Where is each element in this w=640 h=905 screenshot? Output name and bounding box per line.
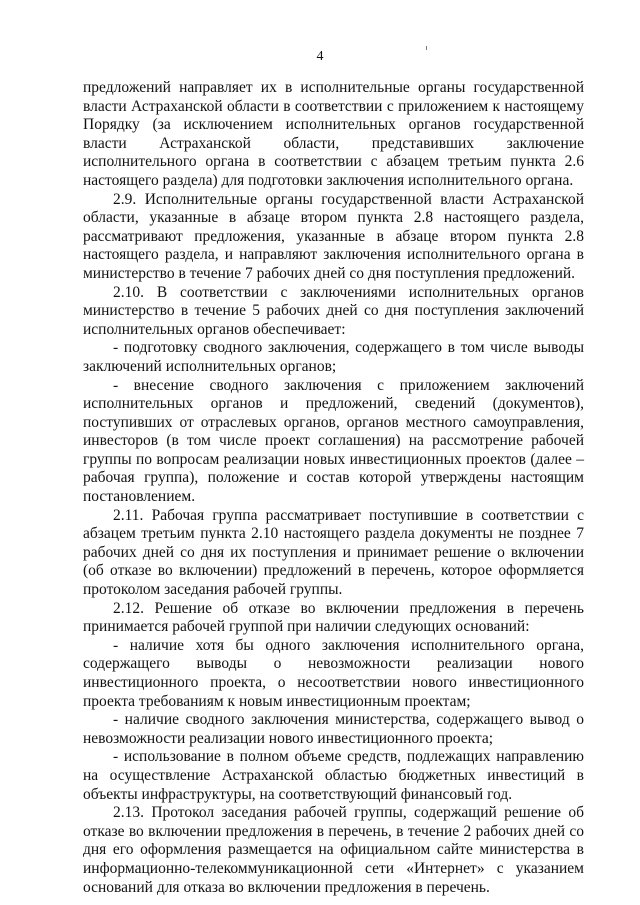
list-item-submission-to-working-group: - внесение сводного заключения с приложением заключений исполнительных органов и предложений, сведений (документов), поступивших от отраслевых органов, органов местного самоуправления, инвесторов (в том числе проект соглашения) на рассмотрение рабочей группы по вопросам реализации новых инвестиционных проектов (далее – рабочая группа), положение и состав которой утверждены настоящим постановлением. — [83, 376, 584, 506]
document-body — [83, 79, 584, 897]
list-item-negative-conclusion: - наличие хотя бы одного заключения исполнительного органа, содержащего выводы о невозможности реализации нового инвестиционного проекта, о несоответствии нового инвестиционного проекта требованиям к новым инвестиционным проектам; — [83, 636, 584, 710]
paragraph-2-12: 2.12. Решение об отказе во включении предложения в перечень принимается рабочей группой при наличии следующих оснований: — [83, 599, 584, 636]
paragraph-continuation: предложений направляет их в исполнительные органы государственной власти Астраханской области в соответствии с приложением к настоящему Порядку (за исключением исполнительных органов государственной власти Астраханской области, представивших заключение исполнительного органа в соответствии с абзацем третьим пункта 2.6 настоящего раздела) для подготовки заключения исполнительного органа. — [83, 79, 584, 189]
scan-mark — [426, 46, 427, 50]
paragraph-2-9: 2.9. Исполнительные органы государственной власти Астраханской области, указанные в абзаце втором пункта 2.8 настоящего раздела, рассматривают предложения, указанные в абзаце втором пункта 2.8 настоящего раздела, и направляют заключения исполнительного органа в министерство в течение 7 рабочих дней со дня поступления предложений. — [83, 190, 584, 282]
list-item-funds-exhausted: - использование в полном объеме средств, подлежащих направлению на осуществление Астраханской областью бюджетных инвестиций в объекты инфраструктуры, на соответствующий финансовый год. — [83, 748, 584, 803]
list-item-summary-conclusion: - подготовку сводного заключения, содержащего в том числе выводы заключений исполнительных органов; — [83, 339, 584, 375]
paragraph-2-11: 2.11. Рабочая группа рассматривает поступившие в соответствии с абзацем третьим пункта 2.10 настоящего раздела документы не позднее 7 рабочих дней со дня их поступления и принимает решение о включении (об отказе во включении) предложений в перечень, которое оформляется протоколом заседания рабочей группы. — [83, 506, 584, 599]
paragraph-2-10: 2.10. В соответствии с заключениями исполнительных органов министерство в течение 5 рабочих дней со дня поступления заключений исполнительных органов обеспечивает: — [83, 283, 584, 338]
page-number: 4 — [316, 49, 324, 64]
paragraph-2-13: 2.13. Протокол заседания рабочей группы, содержащий решение об отказе во включении предложения в перечень, в течение 2 рабочих дней со дня его оформления размещается на официальном сайте министерства в информационно-телекоммуникационной сети «Интернет» с указанием оснований для отказа во включении предложения в перечень. — [83, 804, 584, 896]
list-item-ministry-conclusion: - наличие сводного заключения министерства, содержащего вывод о невозможности реализации нового инвестиционного проекта; — [83, 711, 584, 747]
